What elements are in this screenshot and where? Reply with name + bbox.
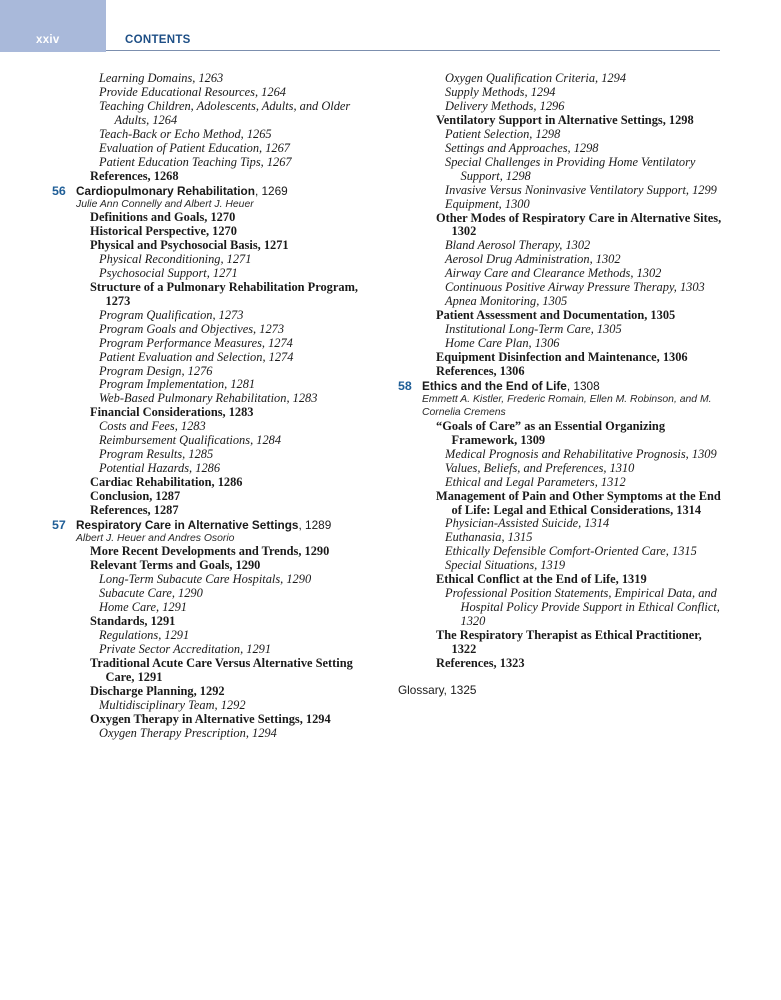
- chapter-heading[interactable]: [398, 379, 728, 393]
- toc-subsection-entry[interactable]: Physical Reconditioning, 1271: [99, 251, 252, 266]
- toc-subsection-entry[interactable]: Provide Educational Resources, 1264: [99, 84, 286, 99]
- chapter-title: Ethics and the End of Life: [422, 378, 567, 393]
- toc-subsection-entry[interactable]: Patient Education Teaching Tips, 1267: [99, 154, 292, 169]
- toc-section-entry[interactable]: Discharge Planning, 1292: [90, 683, 225, 698]
- toc-section-entry[interactable]: More Recent Developments and Trends, 1290: [90, 544, 330, 559]
- running-head: CONTENTS: [125, 34, 191, 46]
- toc-subsection-entry[interactable]: Costs and Fees, 1283: [99, 419, 206, 434]
- toc-section-entry[interactable]: Management of Pain and Other Symptoms at the End of Life: Legal and Ethical Considerations, 1314: [436, 488, 721, 517]
- toc-subsection-entry[interactable]: Patient Evaluation and Selection, 1274: [99, 349, 294, 364]
- toc-subsection-entry[interactable]: Program Qualification, 1273: [99, 307, 244, 322]
- toc-section-entry[interactable]: Definitions and Goals, 1270: [90, 210, 236, 225]
- toc-section-entry[interactable]: Traditional Acute Care Versus Alternative Setting Care, 1291: [90, 656, 353, 684]
- toc-subsection-entry[interactable]: Program Results, 1285: [99, 447, 214, 462]
- toc-section-entry[interactable]: The Respiratory Therapist as Ethical Practitioner, 1322: [436, 628, 702, 657]
- toc-subsection-entry[interactable]: Special Challenges in Providing Home Ventilatory Support, 1298: [445, 154, 696, 183]
- toc-subsection-entry[interactable]: Equipment, 1300: [445, 196, 530, 211]
- toc-subsection-entry[interactable]: Potential Hazards, 1286: [99, 461, 221, 476]
- toc-section-entry[interactable]: References, 1287: [90, 503, 179, 518]
- chapter-title: Cardiopulmonary Rehabilitation: [76, 183, 255, 198]
- toc-section-entry[interactable]: Physical and Psychosocial Basis, 1271: [90, 237, 289, 252]
- toc-section-entry[interactable]: Relevant Terms and Goals, 1290: [90, 558, 261, 573]
- toc-subsection-entry[interactable]: Program Design, 1276: [99, 363, 213, 378]
- header-rule: [106, 50, 720, 51]
- toc-subsection-entry[interactable]: Patient Selection, 1298: [445, 126, 561, 141]
- toc-subsection-entry[interactable]: Delivery Methods, 1296: [445, 98, 565, 113]
- chapter-authors: Julie Ann Connelly and Albert J. Heuer: [76, 198, 254, 210]
- chapter-heading[interactable]: [52, 184, 370, 198]
- chapter-page: , 1269: [254, 183, 288, 198]
- toc-subsection-entry[interactable]: Apnea Monitoring, 1305: [445, 294, 568, 309]
- toc-subsection-entry[interactable]: Settings and Approaches, 1298: [445, 140, 599, 155]
- toc-section-entry[interactable]: Oxygen Therapy in Alternative Settings, 1294: [90, 711, 331, 726]
- toc-subsection-entry[interactable]: Web-Based Pulmonary Rehabilitation, 1283: [99, 391, 318, 406]
- toc-subsection-entry[interactable]: Continuous Positive Airway Pressure Therapy, 1303: [445, 280, 705, 295]
- toc-section-entry[interactable]: Standards, 1291: [90, 614, 176, 629]
- toc-subsection-entry[interactable]: Long-Term Subacute Care Hospitals, 1290: [99, 572, 312, 587]
- toc-subsection-entry[interactable]: Psychosocial Support, 1271: [99, 265, 238, 280]
- toc-subsection-entry[interactable]: Ethical and Legal Parameters, 1312: [445, 474, 626, 489]
- toc-subsection-entry[interactable]: Program Goals and Objectives, 1273: [99, 321, 285, 336]
- toc-subsection-entry[interactable]: Euthanasia, 1315: [445, 530, 533, 545]
- toc-section-entry[interactable]: References, 1306: [436, 364, 525, 379]
- toc-subsection-entry[interactable]: Professional Position Statements, Empirical Data, and Hospital Policy Provide Support in Ethical Conflict, 1320: [445, 586, 720, 629]
- chapter-heading[interactable]: [52, 518, 370, 532]
- toc-subsection-entry[interactable]: Invasive Versus Noninvasive Ventilatory Support, 1299: [445, 182, 717, 197]
- toc-subsection-entry[interactable]: Home Care, 1291: [99, 600, 187, 615]
- page-number: xxiv: [36, 34, 60, 46]
- toc-section-entry[interactable]: Ethical Conflict at the End of Life, 1319: [436, 572, 647, 587]
- chapter-title: Respiratory Care in Alternative Settings: [76, 518, 299, 532]
- toc-subsection-entry[interactable]: Evaluation of Patient Education, 1267: [99, 140, 290, 155]
- toc-subsection-entry[interactable]: Program Implementation, 1281: [99, 377, 256, 392]
- toc-section-entry[interactable]: Financial Considerations, 1283: [90, 405, 254, 420]
- chapter-authors: Emmett A. Kistler, Frederic Romain, Ellen M. Robinson, and M. Cornelia Cremens: [422, 393, 712, 419]
- toc-section-entry[interactable]: Patient Assessment and Documentation, 1305: [436, 308, 676, 323]
- toc-subsection-entry[interactable]: Supply Methods, 1294: [445, 84, 556, 99]
- chapter-authors: Albert J. Heuer and Andres Osorio: [76, 533, 235, 544]
- chapter-number: 58: [398, 378, 412, 393]
- toc-subsection-entry[interactable]: Special Situations, 1319: [445, 558, 566, 573]
- toc-subsection-entry[interactable]: Teach-Back or Echo Method, 1265: [99, 126, 272, 141]
- toc-subsection-entry[interactable]: Subacute Care, 1290: [99, 586, 203, 601]
- toc-subsection-entry[interactable]: Oxygen Therapy Prescription, 1294: [99, 725, 277, 740]
- chapter-number: 56: [52, 183, 66, 198]
- toc-subsection-entry[interactable]: Oxygen Qualification Criteria, 1294: [445, 71, 627, 85]
- toc-subsection-entry[interactable]: Regulations, 1291: [99, 628, 190, 643]
- toc-subsection-entry[interactable]: Teaching Children, Adolescents, Adults, and Older Adults, 1264: [99, 98, 351, 127]
- toc-subsection-entry[interactable]: Private Sector Accreditation, 1291: [99, 642, 272, 657]
- chapter-page: , 1308: [566, 378, 600, 393]
- toc-section-entry[interactable]: Other Modes of Respiratory Care in Alternative Sites, 1302: [436, 210, 722, 239]
- toc-section-entry[interactable]: Ventilatory Support in Alternative Settings, 1298: [436, 112, 694, 127]
- chapter-number: 57: [52, 518, 66, 532]
- toc-subsection-entry[interactable]: Institutional Long-Term Care, 1305: [445, 322, 622, 337]
- toc-subsection-entry[interactable]: Multidisciplinary Team, 1292: [99, 697, 246, 712]
- toc-subsection-entry[interactable]: Medical Prognosis and Rehabilitative Prognosis, 1309: [445, 446, 717, 461]
- glossary-entry[interactable]: Glossary, 1325: [398, 682, 477, 697]
- toc-section-entry[interactable]: Cardiac Rehabilitation, 1286: [90, 475, 243, 490]
- toc-section-entry[interactable]: “Goals of Care” as an Essential Organizing Framework, 1309: [436, 418, 666, 447]
- toc-section-entry[interactable]: Equipment Disinfection and Maintenance, 1306: [436, 350, 688, 365]
- toc-section-entry[interactable]: Historical Perspective, 1270: [90, 223, 237, 238]
- toc-section-entry[interactable]: References, 1268: [90, 168, 179, 183]
- toc-section-entry[interactable]: Structure of a Pulmonary Rehabilitation Program, 1273: [90, 279, 358, 308]
- toc-subsection-entry[interactable]: Airway Care and Clearance Methods, 1302: [445, 266, 662, 281]
- toc-subsection-entry[interactable]: Ethically Defensible Comfort-Oriented Care, 1315: [445, 544, 697, 559]
- chapter-page: , 1289: [298, 518, 332, 532]
- toc-subsection-entry[interactable]: Program Performance Measures, 1274: [99, 335, 293, 350]
- toc-left-column: [52, 72, 370, 741]
- toc-subsection-entry[interactable]: Reimbursement Qualifications, 1284: [99, 433, 282, 448]
- toc-subsection-entry[interactable]: Bland Aerosol Therapy, 1302: [445, 238, 591, 253]
- toc-section-entry[interactable]: References, 1323: [436, 655, 525, 670]
- toc-section-entry[interactable]: Conclusion, 1287: [90, 489, 181, 504]
- toc-subsection-entry[interactable]: Physician-Assisted Suicide, 1314: [445, 516, 610, 531]
- toc-subsection-entry[interactable]: Values, Beliefs, and Preferences, 1310: [445, 460, 635, 475]
- toc-subsection-entry[interactable]: Aerosol Drug Administration, 1302: [445, 252, 621, 267]
- toc-subsection-entry[interactable]: Learning Domains, 1263: [99, 71, 224, 85]
- toc-subsection-entry[interactable]: Home Care Plan, 1306: [445, 336, 560, 351]
- toc-right-column: [398, 72, 728, 697]
